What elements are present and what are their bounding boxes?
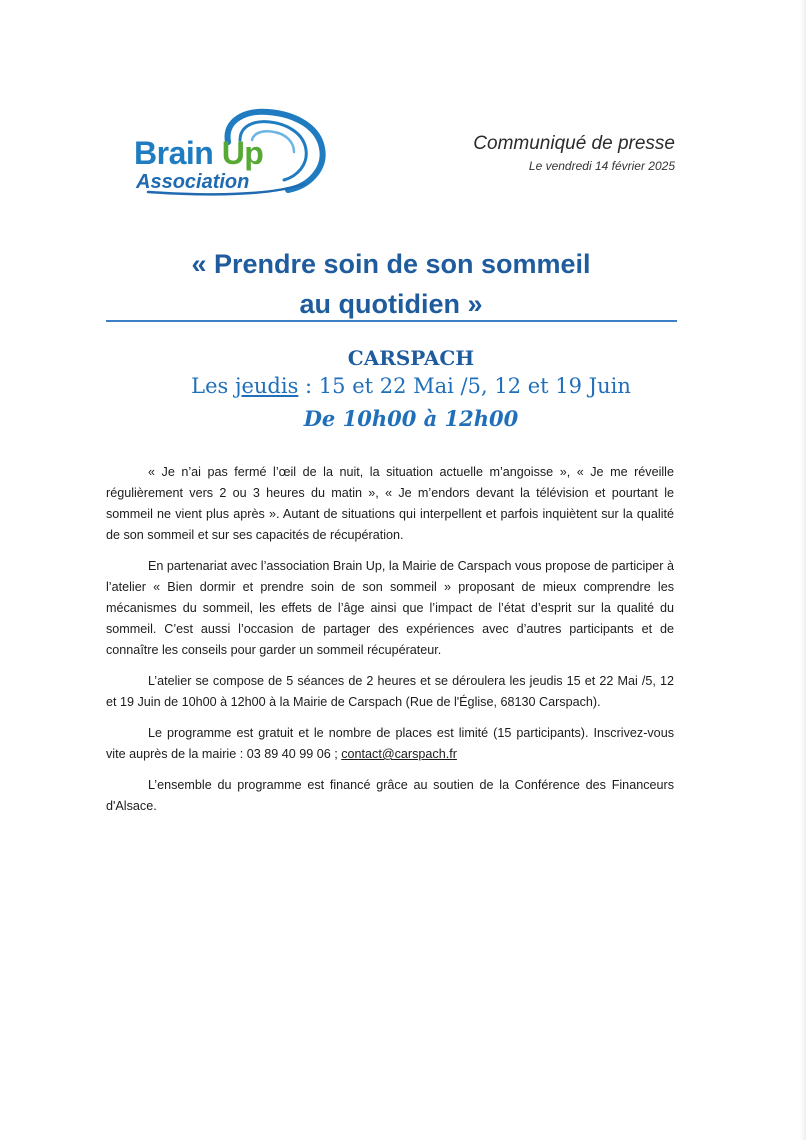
paragraph-4: [106, 723, 674, 765]
paragraph-4-text: Le programme est gratuit et le nombre de places est limité (15 participants). Inscrivez-vous vite auprès de la mairie : 03 89 40 99 06 ;: [106, 726, 674, 761]
logo-brain-word: Brain: [134, 135, 214, 171]
brain-up-logo: [128, 106, 328, 198]
press-release-label: Communiqué de presse: [473, 133, 675, 154]
press-header: [473, 134, 675, 173]
paragraph-3: L’atelier se compose de 5 séances de 2 heures et se déroulera les jeudis 15 et 22 Mai /5, 12 et 19 Juin de 10h00 à 12h00 à la Mairie de Carspach (Rue de l'Église, 68130 Carspach).: [106, 674, 674, 709]
paragraph-2: En partenariat avec l’association Brain Up, la Mairie de Carspach vous propose de participer à l’atelier « Bien dormir et prendre soin de son sommeil » proposant de mieux comprendre les mécanismes du sommeil, les effets de l’âge ainsi que l’impact de l’état d’esprit sur la qualité du sommeil. C’est aussi l’occasion de partager des expériences avec d’autres participants et de connaître les conseils pour garder un sommeil récupérateur.: [106, 559, 674, 657]
event-city: CARSPACH: [347, 346, 475, 370]
press-release-date: Le vendredi 14 février 2025: [528, 158, 675, 173]
dates-underlined-word: jeudis: [234, 374, 299, 398]
document-title: [105, 244, 677, 324]
scan-edge-shadow: [800, 0, 806, 1140]
title-divider: [106, 320, 677, 322]
paragraph-1: « Je n’ai pas fermé l’œil de la nuit, la situation actuelle m’angoisse », « Je me réveille régulièrement vers 2 ou 3 heures du matin », « Je m’endors devant la télévision et pourtant le sommeil ne vient plus après ». Autant de situations qui interpellent et parfois inquiètent sur la qualité de son sommeil et sur ses capacités de récupération.: [106, 465, 674, 542]
title-line-1: « Prendre soin de son sommeil: [191, 249, 591, 279]
logo-association-word: Association: [136, 171, 250, 193]
title-line-2: au quotidien »: [299, 289, 483, 319]
dates-list: : 15 et 22 Mai /5, 12 et 19 Juin: [298, 374, 631, 398]
event-dates: [105, 374, 717, 398]
logo-up-word: Up: [221, 135, 264, 171]
dates-prefix: Les: [191, 374, 235, 398]
body-text: [106, 462, 674, 827]
event-time: De 10h00 à 12h00: [303, 406, 519, 431]
contact-email-link[interactable]: contact@carspach.fr: [341, 747, 457, 761]
paragraph-5: L’ensemble du programme est financé grâce au soutien de la Conférence des Financeurs d'Alsace.: [106, 778, 674, 813]
logo-text: [134, 137, 263, 169]
